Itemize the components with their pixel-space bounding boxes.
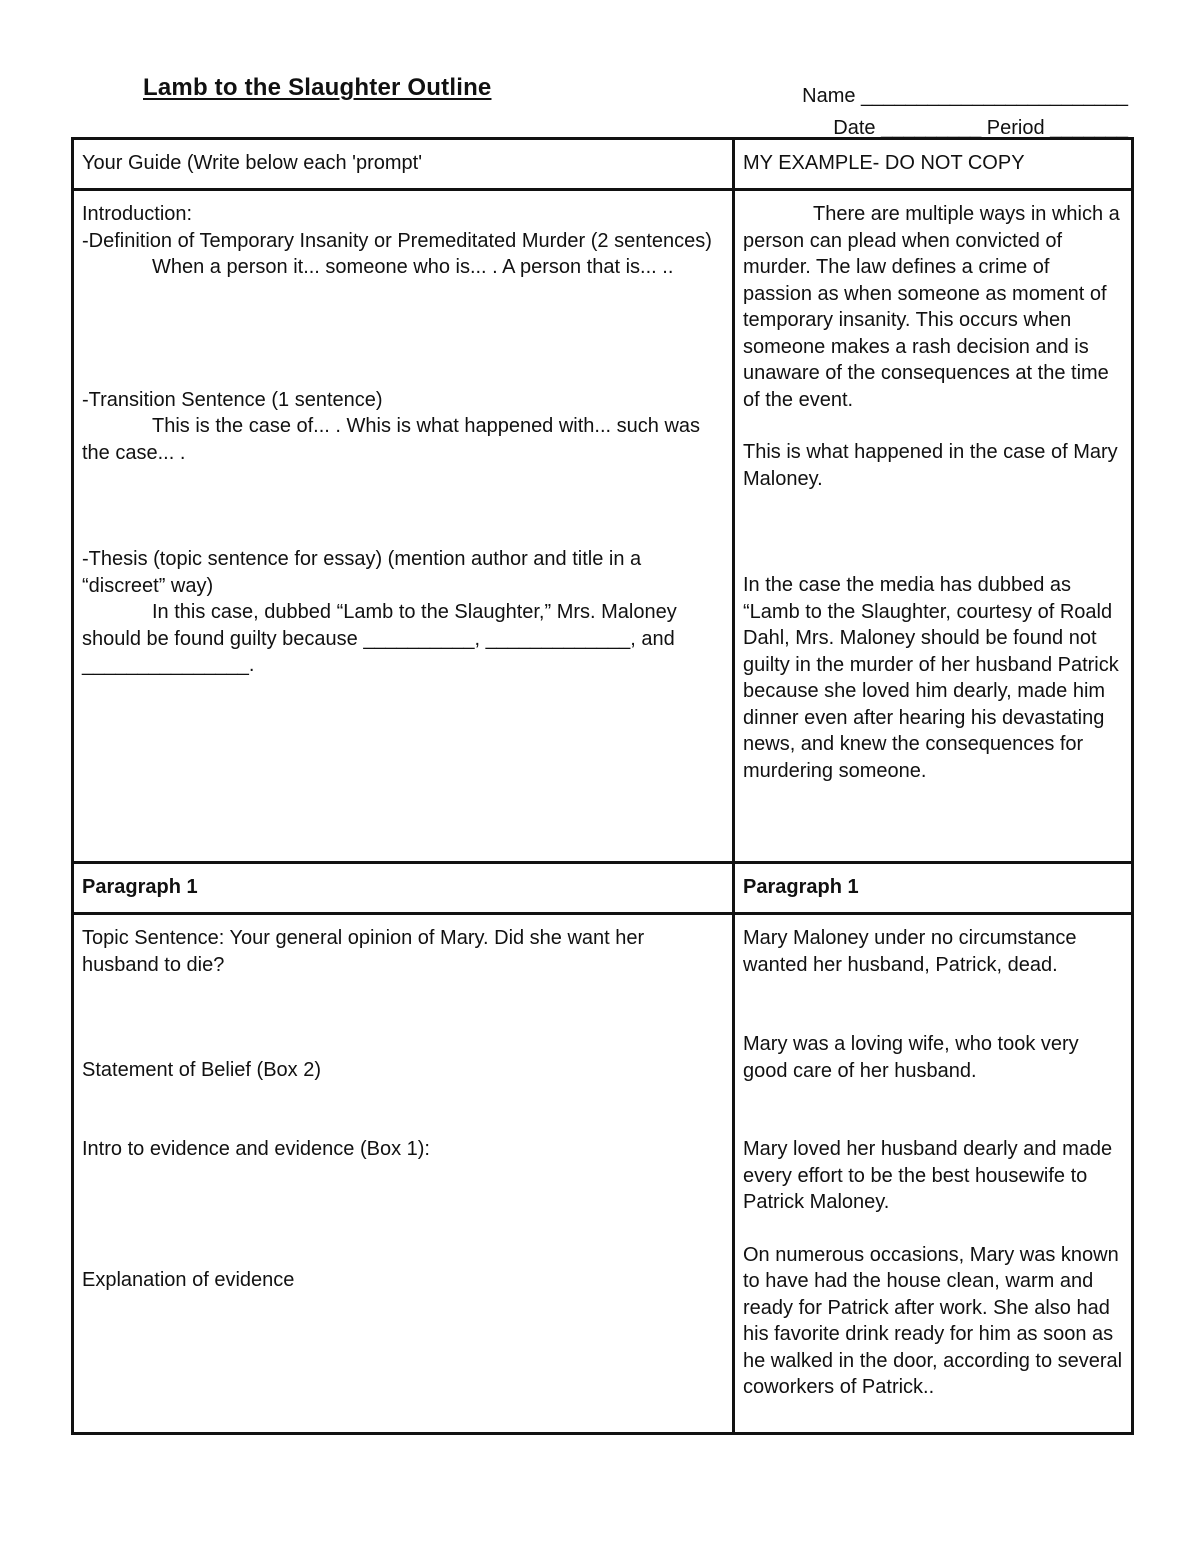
definition-hint: When a person it... someone who is... . A person that is... ..	[152, 256, 674, 278]
paragraph1-row	[73, 914, 1133, 1434]
definition-prompt: -Definition of Temporary Insanity or Premeditated Murder (2 sentences)	[82, 229, 712, 252]
paragraph1-guide-heading: Paragraph 1	[73, 863, 734, 914]
example-evidence: Mary loved her husband dearly and made every effort to be the best housewife to Patrick Maloney.	[743, 1138, 1113, 1213]
transition-prompt: -Transition Sentence (1 sentence)	[82, 388, 383, 411]
thesis-hint: In this case, dubbed “Lamb to the Slaughter,” Mrs. Maloney should be found guilty because __________, _____________, and _______________.	[82, 601, 677, 676]
evidence-prompt: Intro to evidence and evidence (Box 1):	[82, 1137, 430, 1160]
explanation-prompt: Explanation of evidence	[82, 1269, 295, 1291]
example-thesis: In the case the media has dubbed as “Lamb to the Slaughter, courtesy of Roald Dahl, Mrs. Maloney should be found not guilty in the murder of her husband Patrick because she loved him dearly, made him dinner even after hearing his devastating news, and knew the consequences for murdering someone.	[743, 574, 1119, 782]
example-definition: There are multiple ways in which a person can plead when convicted of murder. The law defines a crime of passion as when someone as moment of temporary insanity. This occurs when someone makes a rash decision and is unaware of the consequences at the time of the event.	[743, 203, 1120, 411]
name-line: Name ________________________	[802, 85, 1128, 107]
topic-sentence-prompt: Topic Sentence: Your general opinion of Mary. Did she want her husband to die?	[82, 927, 645, 976]
paragraph1-guide-cell	[73, 914, 734, 1434]
example-transition: This is what happened in the case of Mary Maloney.	[743, 441, 1118, 490]
example-explanation: On numerous occasions, Mary was known to have had the house clean, warm and ready for Patrick after work. She also had his favorite drink ready for him as soon as he walked in the door, according to several coworkers of Patrick..	[743, 1243, 1123, 1398]
column-header-row	[73, 139, 1133, 190]
introduction-heading: Introduction:	[82, 203, 193, 225]
introduction-row	[73, 190, 1133, 863]
outline-table	[71, 137, 1134, 1435]
example-topic-sentence: Mary Maloney under no circumstance wanted her husband, Patrick, dead.	[743, 927, 1077, 976]
example-column-header: MY EXAMPLE- DO NOT COPY	[734, 139, 1133, 190]
paragraph1-example-cell	[734, 914, 1133, 1434]
name-date-block	[802, 80, 1128, 144]
paragraph1-example-heading: Paragraph 1	[734, 863, 1133, 914]
thesis-prompt: -Thesis (topic sentence for essay) (mention author and title in a “discreet” way)	[82, 548, 642, 597]
page-title: Lamb to the Slaughter Outline	[143, 74, 492, 101]
introduction-guide-cell	[73, 190, 734, 863]
introduction-example-cell	[734, 190, 1133, 863]
date-period-line: Date _________ Period _______	[833, 117, 1128, 139]
guide-column-header: Your Guide (Write below each 'prompt'	[73, 139, 734, 190]
example-belief: Mary was a loving wife, who took very good care of her husband.	[743, 1033, 1079, 1082]
transition-hint: This is the case of... . Whis is what happened with... such was the case... .	[82, 415, 701, 464]
paragraph1-header-row	[73, 863, 1133, 914]
belief-prompt: Statement of Belief (Box 2)	[82, 1059, 322, 1081]
